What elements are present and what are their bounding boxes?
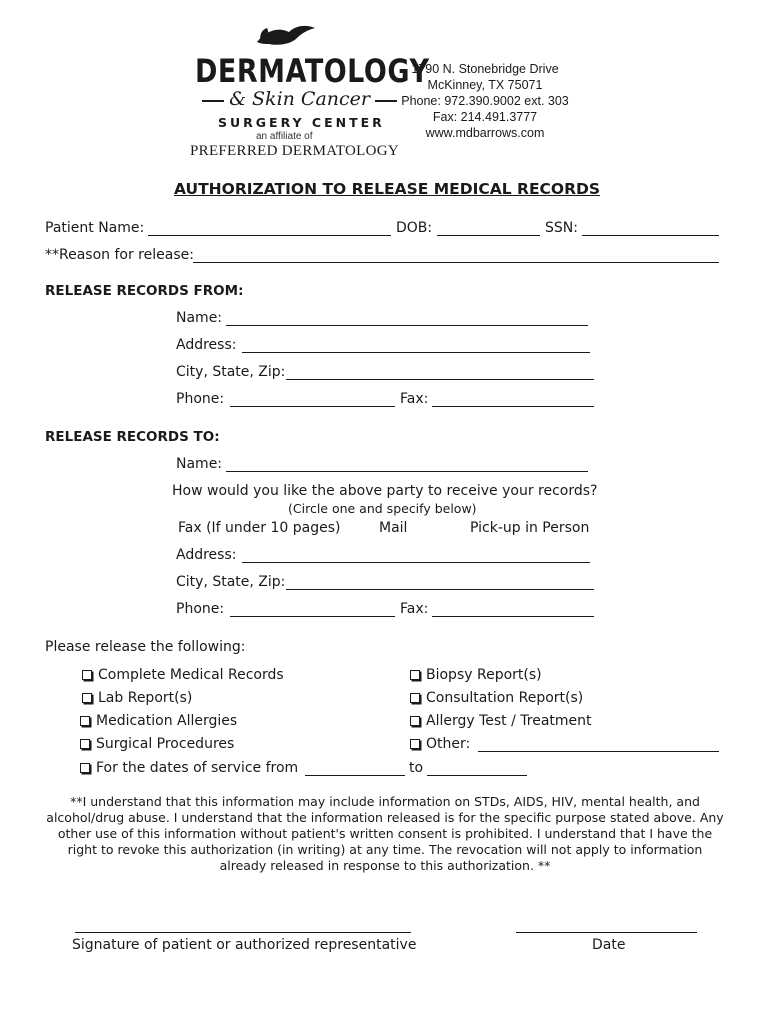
- logo-preferred: PREFERRED DERMATOLOGY: [190, 143, 399, 159]
- from-phone-field[interactable]: [230, 406, 395, 407]
- checkbox-dates-of-service[interactable]: [80, 760, 298, 776]
- to-phone-label: Phone:: [176, 601, 225, 617]
- checkbox-biopsy[interactable]: [410, 667, 542, 683]
- reason-field[interactable]: [193, 262, 719, 263]
- checkbox-icon[interactable]: [80, 763, 90, 773]
- release-from-heading: RELEASE RECORDS FROM:: [45, 283, 244, 299]
- logo-surgery: SURGERY CENTER: [218, 115, 385, 130]
- delivery-question: How would you like the above party to receive your records?: [172, 483, 598, 499]
- address-fax: Fax: 214.491.3777: [432, 110, 538, 124]
- checkbox-icon[interactable]: [410, 670, 420, 680]
- checkbox-consultation[interactable]: [410, 690, 583, 706]
- signature-field[interactable]: [75, 932, 411, 933]
- checkbox-medication-allergies[interactable]: [80, 713, 237, 729]
- dates-to-field[interactable]: [427, 775, 527, 776]
- medication-allergies-label: Medication Allergies: [96, 713, 238, 729]
- complete-records-label: Complete Medical Records: [98, 667, 284, 683]
- to-phone-field[interactable]: [230, 616, 395, 617]
- checkbox-icon[interactable]: [82, 693, 92, 703]
- surgical-procedures-label: Surgical Procedures: [96, 736, 235, 752]
- from-fax-field[interactable]: [432, 406, 594, 407]
- patient-name-label: Patient Name:: [45, 220, 145, 236]
- from-name-field[interactable]: [226, 325, 588, 326]
- date-field[interactable]: [516, 932, 697, 933]
- logo-name: DERMATOLOGY: [195, 53, 430, 91]
- to-address-field[interactable]: [242, 562, 590, 563]
- other-label: Other:: [426, 736, 471, 752]
- to-city-label: City, State, Zip:: [176, 574, 286, 590]
- checkbox-complete-records[interactable]: [82, 667, 284, 683]
- option-mail[interactable]: Mail: [379, 520, 408, 536]
- delivery-instruction: (Circle one and specify below): [288, 501, 477, 516]
- ssn-field[interactable]: [582, 235, 719, 236]
- checkbox-allergy-test[interactable]: [410, 713, 592, 729]
- logo-script: & Skin Cancer: [229, 88, 370, 110]
- to-fax-label: Fax:: [400, 601, 429, 617]
- logo-dash-left: [202, 100, 224, 102]
- release-items-heading: Please release the following:: [45, 639, 246, 655]
- from-city-label: City, State, Zip:: [176, 364, 286, 380]
- address-web: www.mdbarrows.com: [425, 126, 545, 140]
- lab-reports-label: Lab Report(s): [98, 690, 193, 706]
- to-name-label: Name:: [176, 456, 223, 472]
- option-pickup[interactable]: Pick-up in Person: [470, 520, 590, 536]
- dob-field[interactable]: [437, 235, 540, 236]
- dates-of-service-label: For the dates of service from: [96, 760, 299, 776]
- dates-from-field[interactable]: [305, 775, 405, 776]
- from-address-label: Address:: [176, 337, 237, 353]
- checkbox-other[interactable]: [410, 736, 470, 752]
- page-title: AUTHORIZATION TO RELEASE MEDICAL RECORDS: [174, 180, 601, 198]
- address-phone: Phone: 972.390.9002 ext. 303: [401, 94, 569, 108]
- checkbox-icon[interactable]: [80, 739, 90, 749]
- checkbox-icon[interactable]: [410, 739, 420, 749]
- dates-to-label: to: [409, 760, 424, 776]
- patient-name-field[interactable]: [148, 235, 391, 236]
- from-phone-label: Phone:: [176, 391, 225, 407]
- allergy-test-label: Allergy Test / Treatment: [426, 713, 592, 729]
- dob-label: DOB:: [396, 220, 433, 236]
- address-street: 1790 N. Stonebridge Drive: [411, 62, 559, 76]
- logo-script-row: [202, 88, 397, 110]
- to-address-label: Address:: [176, 547, 237, 563]
- release-to-heading: RELEASE RECORDS TO:: [45, 429, 220, 445]
- checkbox-icon[interactable]: [80, 716, 90, 726]
- address-block: [385, 61, 585, 141]
- bird-icon: [255, 22, 317, 50]
- other-field[interactable]: [478, 751, 719, 752]
- option-fax[interactable]: Fax (If under 10 pages): [178, 520, 341, 536]
- from-city-field[interactable]: [286, 379, 594, 380]
- to-city-field[interactable]: [286, 589, 594, 590]
- signature-label: Signature of patient or authorized representative: [72, 937, 417, 953]
- to-name-field[interactable]: [226, 471, 588, 472]
- from-address-field[interactable]: [242, 352, 590, 353]
- biopsy-label: Biopsy Report(s): [426, 667, 542, 683]
- checkbox-lab-reports[interactable]: [82, 690, 192, 706]
- from-name-label: Name:: [176, 310, 223, 326]
- from-fax-label: Fax:: [400, 391, 429, 407]
- logo-affiliate: an affiliate of: [256, 131, 313, 142]
- checkbox-surgical-procedures[interactable]: [80, 736, 234, 752]
- checkbox-icon[interactable]: [410, 693, 420, 703]
- date-label: Date: [592, 937, 626, 953]
- checkbox-icon[interactable]: [410, 716, 420, 726]
- consultation-label: Consultation Report(s): [426, 690, 584, 706]
- reason-label: **Reason for release:: [45, 247, 194, 263]
- consent-text: **I understand that this information may include information on STDs, AIDS, HIV, mental health, and alcohol/drug abuse. I understand that the information released is for the specific purpose stated above. Any other use of this information without patient's written consent is prohibited. I understand that I have the right to revoke this authorization (in writing) at any time. The revocation will not apply to information already released in response to this authorization. **: [46, 794, 724, 873]
- address-city: McKinney, TX 75071: [427, 78, 543, 92]
- to-fax-field[interactable]: [432, 616, 594, 617]
- ssn-label: SSN:: [545, 220, 578, 236]
- checkbox-icon[interactable]: [82, 670, 92, 680]
